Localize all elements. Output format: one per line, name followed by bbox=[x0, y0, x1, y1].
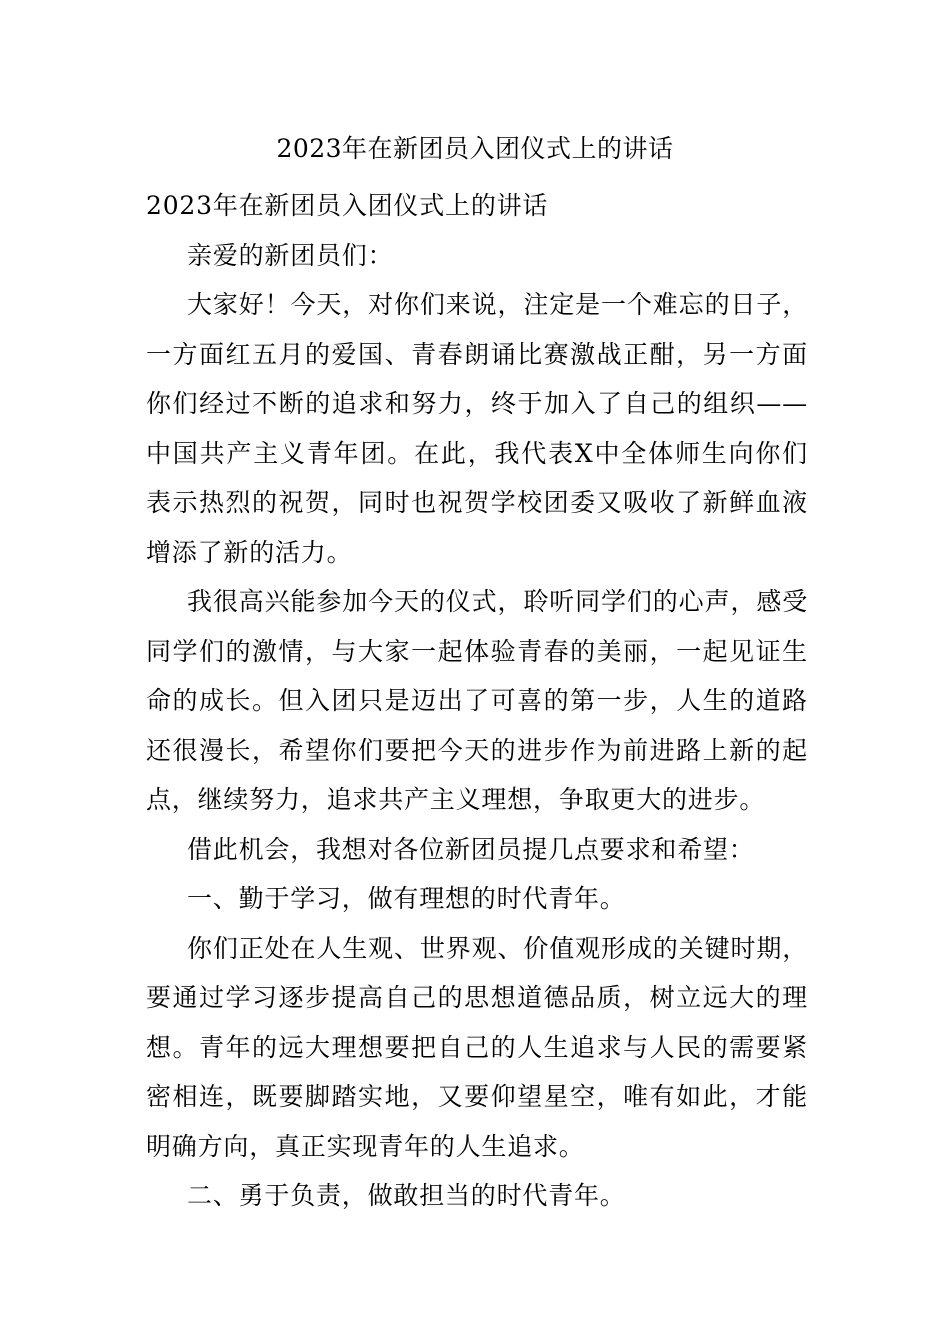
paragraph: 大家好！今天，对你们来说，注定是一个难忘的日子，一方面红五月的爱国、青春朗诵比赛激战正酣，另一方面你们经过不断的追求和努力，终于加入了自己的组织——中国共产主义青年团。在此，我代表X中全体师生向你们表示热烈的祝贺，同时也祝贺学校团委又吸收了新鲜血液增添了新的活力。 bbox=[146, 290, 808, 567]
document-subtitle: 2023年在新团员入团仪式上的讲话 bbox=[146, 191, 549, 220]
section-heading: 一、勤于学习，做有理想的时代青年。 bbox=[187, 884, 626, 913]
greeting: 亲爱的新团员们： bbox=[187, 240, 394, 270]
section-heading: 二、勇于负责，做敢担当的时代青年。 bbox=[187, 1181, 626, 1210]
page-title: 2023年在新团员入团仪式上的讲话 bbox=[276, 134, 674, 163]
paragraph: 借此机会，我想对各位新团员提几点要求和希望： bbox=[187, 834, 755, 864]
document-body bbox=[146, 181, 808, 1221]
paragraph: 你们正处在人生观、世界观、价值观形成的关键时期，要通过学习逐步提高自己的思想道德品质，树立远大的理想。青年的远大理想要把自己的人生追求与人民的需要紧密相连，既要脚踏实地，又要仰望星空，唯有如此，才能明确方向，真正实现青年的人生追求。 bbox=[146, 933, 808, 1161]
paragraph: 我很高兴能参加今天的仪式，聆听同学们的心声，感受同学们的激情，与大家一起体验青春的美丽，一起见证生命的成长。但入团只是迈出了可喜的第一步，人生的道路还很漫长，希望你们要把今天的进步作为前进路上新的起点，继续努力，追求共产主义理想，争取更大的进步。 bbox=[146, 587, 808, 814]
